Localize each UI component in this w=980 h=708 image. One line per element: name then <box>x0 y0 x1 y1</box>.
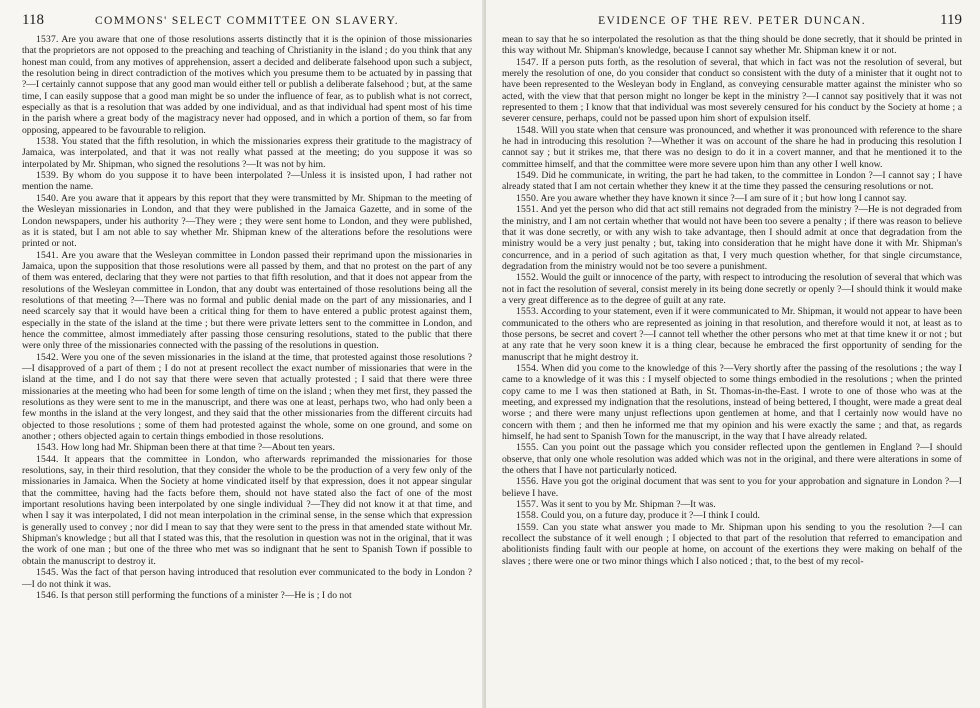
question-text: Can you state what answer you made to Mr. Shipman upon his sending to you the resolution ?—I can recollect the substance of it well enough ; I objected to that part of the resolution that referred to emancipation and abolitionists finding fault with our people at home, on account of the exertions they were making on behalf of the slaves ; there were one or two minor things which I also noticed ; that, to the best of my recol- <box>502 521 962 567</box>
question-number: 1555. <box>516 442 539 454</box>
question-paragraph <box>22 170 472 193</box>
left-page-text <box>22 34 472 601</box>
question-paragraph <box>502 476 962 499</box>
question-text: Were you one of the seven missionaries in the island at the time, that protested against those resolutions ?—I disapproved of a part of them ; I do not at present recollect the exact number of missionaries that were in the island at the time, and I do not say that there were seven that actually protested ; I said that there were three missionaries at the meeting who had been for some length of time on the island ; when they met first, they passed the resolutions as they were sent to me in the manuscript, and there was one at least, perhaps two, who had only been a few months in the island at the very longest, and they said that the other missionaries from the different circuits had objected to those resolutions ; some of them had protested against the whole, some on one ground, and some on another ; others objected again to certain things embodied in those resolutions. <box>22 351 472 443</box>
question-number: 1538. <box>36 136 59 148</box>
question-text: Are you aware that the Wesleyan committee in London passed their reprimand upon the missionaries in Jamaica, upon the supposition that those resolutions were all passed by them, and that no protest on the part of any of them was entered, declaring that they were not parties to that fifth resolution, and that it does not appear from the resolutions of the Wesleyan committee in London, that any doubt was entertained of those resolutions being all the resolutions of that meeting ?—There was no formal and public denial made on the part of any missionaries, and I need scarcely say that it would have been a critical thing for them to have entered a public protest against them, especially in the state of the island at the time ; but there were private letters sent to the committee in London, and hence the committee, almost immediately after passing those censuring resolutions, stated to the public that there were only three of the missionaries connected with the passing of the resolutions in question. <box>22 249 472 352</box>
question-paragraph <box>502 442 962 476</box>
right-page-text <box>502 34 962 567</box>
question-text: According to your statement, even if it were communicated to Mr. Shipman, it would not appear to have been communicated to the others who are represented as joining in that resolution, and therefore would it not, at least as to those persons, be secret and covert ?—I cannot tell whether the other persons who met at that time knew it or not ; but at any rate that he very soon knew it is a thing clear, because he embraced the first opportunity of sending for the manuscript that he might destroy it. <box>502 306 962 363</box>
question-text: Was the fact of that person having introduced that resolution ever communicated to the body in London ?—I do not think it was. <box>22 567 472 590</box>
question-number: 1550. <box>516 192 539 204</box>
question-number: 1541. <box>36 249 59 261</box>
question-number: 1537. <box>36 34 59 45</box>
question-text: Could you, on a future day, produce it ?—I think I could. <box>541 510 760 522</box>
question-paragraph <box>502 510 962 521</box>
right-running-head: EVIDENCE OF THE REV. PETER DUNCAN. <box>598 15 866 27</box>
left-running-header <box>22 12 472 34</box>
question-paragraph <box>502 306 962 363</box>
left-page <box>0 0 486 708</box>
question-text: Can you point out the passage which you consider reflected upon the gentlemen in England ?—I should observe, that only one whole resolution was added which was not in the original, and there were alterations in some of the others that I have not particularly noticed. <box>502 442 962 477</box>
question-text: Are you aware that it appears by this report that they were transmitted by Mr. Shipman to the meeting of the Wesleyan missionaries in London, and that they were published in the Jamaica Gazette, and in some of the London newspapers, under his authority ?—They were ; they were sent home to London, and they were published, as it is stated, but I am not able to say whether Mr. Shipman knew of the alterations before the resolutions were printed or not. <box>22 192 473 250</box>
question-text: Did he communicate, in writing, the part he had taken, to the committee in London ?—I cannot say ; I have already stated that I am not certain whether they knew it at the time they passed the censuring resolutions or not. <box>502 170 962 193</box>
question-text: And yet the person who did that act still remains not degraded from the ministry ?—He is not degraded from the ministry, and I am not certain whether that would not have been too severe a penalty ; if there was reason to believe that it was done secretly, or with any wish to take advantage, then I should admit at once that degradation from the ministry would be a very just penalty ; but, taking into consideration that he might have done it with Mr. Shipman's concurrence, and in a period of such agitation as that, I very much question whether, for that single circumstance, degradation from the ministry would not be too severe a punishment. <box>502 204 962 272</box>
right-opening-text: mean to say that he so interpolated the resolution as that the thing should be done secretly, that it should be printed in this way without Mr. Shipman's knowledge, because I cannot say whether Mr. Shipman knew it or not. <box>502 34 962 57</box>
question-number: 1552. <box>516 272 539 284</box>
question-number: 1546. <box>36 589 59 601</box>
right-page <box>486 0 980 708</box>
question-number: 1544. <box>36 453 59 465</box>
question-paragraph <box>502 125 962 170</box>
question-paragraph <box>502 363 962 442</box>
question-number: 1542. <box>36 351 59 363</box>
question-number: 1553. <box>516 306 539 318</box>
question-paragraph <box>22 34 472 136</box>
question-paragraph <box>502 499 962 510</box>
right-running-header <box>502 12 962 34</box>
question-paragraph <box>22 193 472 250</box>
question-text: Was it sent to you by Mr. Shipman ?—It was. <box>540 499 716 511</box>
question-text: Will you state when that censure was pronounced, and whether it was pronounced with reference to the share he had in introducing this resolution ?—Whether it was on account of the share he had in producing this resolution I cannot say ; but it strikes me, that there was no design to do it in a covert manner, and that he mentioned it to the committee himself, and that the committee were more severe upon him than any other I well know. <box>502 124 962 170</box>
question-text: When did you come to the knowledge of this ?—Very shortly after the passing of the resolutions ; the way I came to a knowledge of it was this : I myself objected to some things embodied in the resolutions ; when the printed copy came to me I was then stationed at Bath, in St. Thomas-in-the-East. I wrote to one of those who was at the meeting, and expressed my indignation that the resolutions, instead of being bettered, I thought, were made a great deal worse ; and there were many unjust reflections upon gentlemen at home, and that I certainly now would have no concern with them ; and then he informed me that my opinion and his were exactly the same ; and that, as regards himself, he had sent to Spanish Town for the manuscript, in the way that I have already related. <box>502 362 962 443</box>
question-number: 1547. <box>516 56 539 68</box>
question-number: 1539. <box>36 170 59 182</box>
question-paragraph <box>22 590 472 601</box>
question-text: Are you aware whether they have known it since ?—I am sure of it ; but how long I cannot say. <box>540 192 907 204</box>
question-number: 1554. <box>516 362 539 374</box>
right-page-number: 119 <box>940 12 962 28</box>
question-text: By whom do you suppose it to have been interpolated ?—Unless it is insisted upon, I had rather not mention the name. <box>22 170 472 193</box>
question-paragraph <box>502 170 962 193</box>
question-text: You stated that the fifth resolution, in which the missionaries express their gratitude to the magistracy of Jamaica, was interpolated, and that it was not really what passed at the meeting; do you suppose it was so interpolated by Mr. Shipman, who signed the resolutions ?—It was not by him. <box>22 136 473 170</box>
question-paragraph <box>22 454 472 567</box>
question-number: 1556. <box>516 476 539 488</box>
question-paragraph <box>22 352 472 443</box>
question-paragraph <box>22 136 472 170</box>
question-text: Are you aware that one of those resolutions asserts distinctly that it is the opinion of those missionaries that the proprietors are not opposed to the preaching and teaching of Christianity in the island ; do you think that any honest man could, from any motives of apprehension, assert a decided and deliberate falsehood upon such a subject, the resolution being in direct contradiction of the motives which you presume them to be actuated by in passing that ?—I certainly cannot suppose that any good man would either tell or publish a deliberate falsehood ; but, at the same time, I can easily suppose that a good man might be so under the influence of fear, as to publish what is not correct, especially as that is a resolution that was added by one individual, and as that individual had spent most of his time in the parish where a great body of the magistracy never had opposed, and in which a portion of them, so far from opposing, appeared to be favourable to religion. <box>22 34 472 136</box>
question-paragraph <box>22 250 472 352</box>
question-text: If a person puts forth, as the resolution of several, that which in fact was not the resolution of several, but merely the resolution of one, do you consider that conduct so consistent with the duty of a minister that it ought not to have been represented to the Wesleyan body in England, as conveying censurable matter against the minister who so acted, with the view that that person might no longer be kept in the ministry ?—I cannot say positively that it was not represented to them ; I know that that individual was most severely censured for his conduct by the Society at home ; a severer censure, perhaps, could not be passed upon him short of expulsion itself. <box>502 56 962 125</box>
question-number: 1540. <box>36 192 59 204</box>
question-paragraph <box>502 204 962 272</box>
question-text: Is that person still performing the functions of a minister ?—He is ; I do not <box>61 589 352 601</box>
question-number: 1543. <box>36 442 59 454</box>
question-paragraph <box>22 567 472 590</box>
question-text: It appears that the committee in London, who afterwards reprimanded the missionaries for those resolutions, say, in their third resolution, that they consider the whole to be the production of a very few only of the missionaries in Jamaica. When the Society at home vindicated itself by that expression, does it not appear singular that the committee, having had the facts before them, should not have stated also the fact of one of the most important resolutions having been interpolated by one single individual ?—They did not know it at that time, and when I say it was interpolated, I did not mean interpolation in the criminal sense, in the sense which that expression is generally used to convey ; nor did I mean to say that they were sent to the press in that amended state without Mr. Shipman's knowledge ; but all that I stated was this, that the resolution in question was not in the original, that it was the work of one man ; but one of the three who met was so indignant that he sent to Spanish Town if possible to obtain the manuscript to destroy it. <box>22 453 472 567</box>
question-text: How long had Mr. Shipman been there at that time ?—About ten years. <box>61 442 335 454</box>
question-paragraph <box>502 522 962 567</box>
question-text: Would the guilt or innocence of the party, with respect to introducing the resolution of several that which was not in fact the resolution of several, consist merely in its being done secretly or openly ?—I should think it would make a very great difference as to the degree of guilt at any rate. <box>502 272 962 306</box>
question-paragraph <box>502 193 962 204</box>
question-number: 1558. <box>516 510 539 522</box>
question-number: 1545. <box>36 567 59 579</box>
question-number: 1549. <box>516 170 539 182</box>
question-number: 1551. <box>516 204 539 216</box>
left-running-head: COMMONS' SELECT COMMITTEE ON SLAVERY. <box>94 15 399 27</box>
question-number: 1548. <box>516 124 539 136</box>
question-number: 1559. <box>516 521 539 533</box>
left-page-number: 118 <box>22 12 44 28</box>
question-paragraph <box>502 57 962 125</box>
question-paragraph <box>502 272 962 306</box>
question-text: Have you got the original document that was sent to you for your approbation and signature in London ?—I believe I have. <box>502 476 962 499</box>
question-paragraph <box>22 442 472 453</box>
question-number: 1557. <box>516 499 539 511</box>
